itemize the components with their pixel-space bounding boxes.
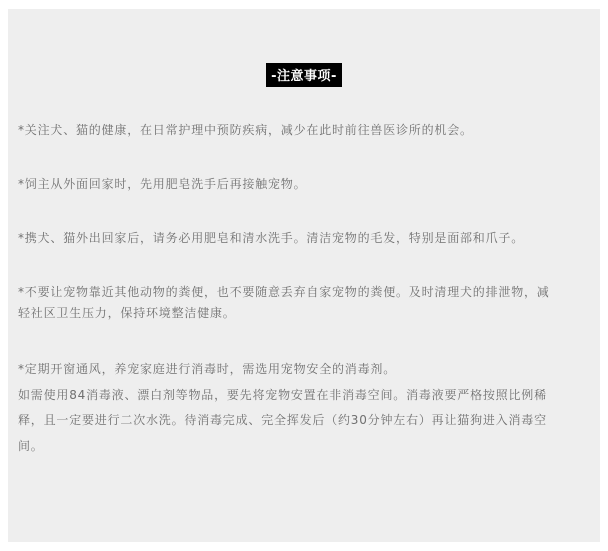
paragraph-after-walk xyxy=(18,228,590,249)
paragraph-wash-hands-home xyxy=(18,174,590,195)
paragraph-line: *饲主从外面回家时，先用肥皂洗手后再接触宠物。 xyxy=(18,177,307,191)
notice-content xyxy=(18,120,590,492)
paragraph-line: *携犬、猫外出回家后，请务必用肥皂和清水洗手。清洁宠物的毛发，特别是面部和爪子。 xyxy=(18,231,525,245)
paragraph-line: *不要让宠物靠近其他动物的粪便，也不要随意丢弃自家宠物的粪便。及时清理犬的排泄物，减 xyxy=(18,285,550,299)
paragraph-line: 如需使用84消毒液、漂白剂等物品，要先将宠物安置在非消毒空间。消毒液要严格按照比例稀 xyxy=(18,387,547,402)
paragraph-line: *定期开窗通风，养宠家庭进行消毒时，需选用宠物安全的消毒剂。 xyxy=(18,362,397,376)
paragraph-line: 释，且一定要进行二次水洗。待消毒完成、完全挥发后（约30分钟左右）再让猫狗进入消毒空 xyxy=(18,413,547,427)
paragraph-line: 轻社区卫生压力，保持环境整洁健康。 xyxy=(18,306,236,320)
paragraph-vet-health xyxy=(18,120,590,141)
title-wrapper xyxy=(8,63,600,87)
notice-title: -注意事项- xyxy=(266,63,342,87)
paragraph-line: *关注犬、猫的健康，在日常护理中预防疾病，减少在此时前往兽医诊所的机会。 xyxy=(18,123,473,137)
paragraph-disinfection xyxy=(18,357,590,459)
paragraph-line: 间。 xyxy=(18,438,44,453)
notice-panel xyxy=(8,9,600,542)
paragraph-feces xyxy=(18,282,590,324)
